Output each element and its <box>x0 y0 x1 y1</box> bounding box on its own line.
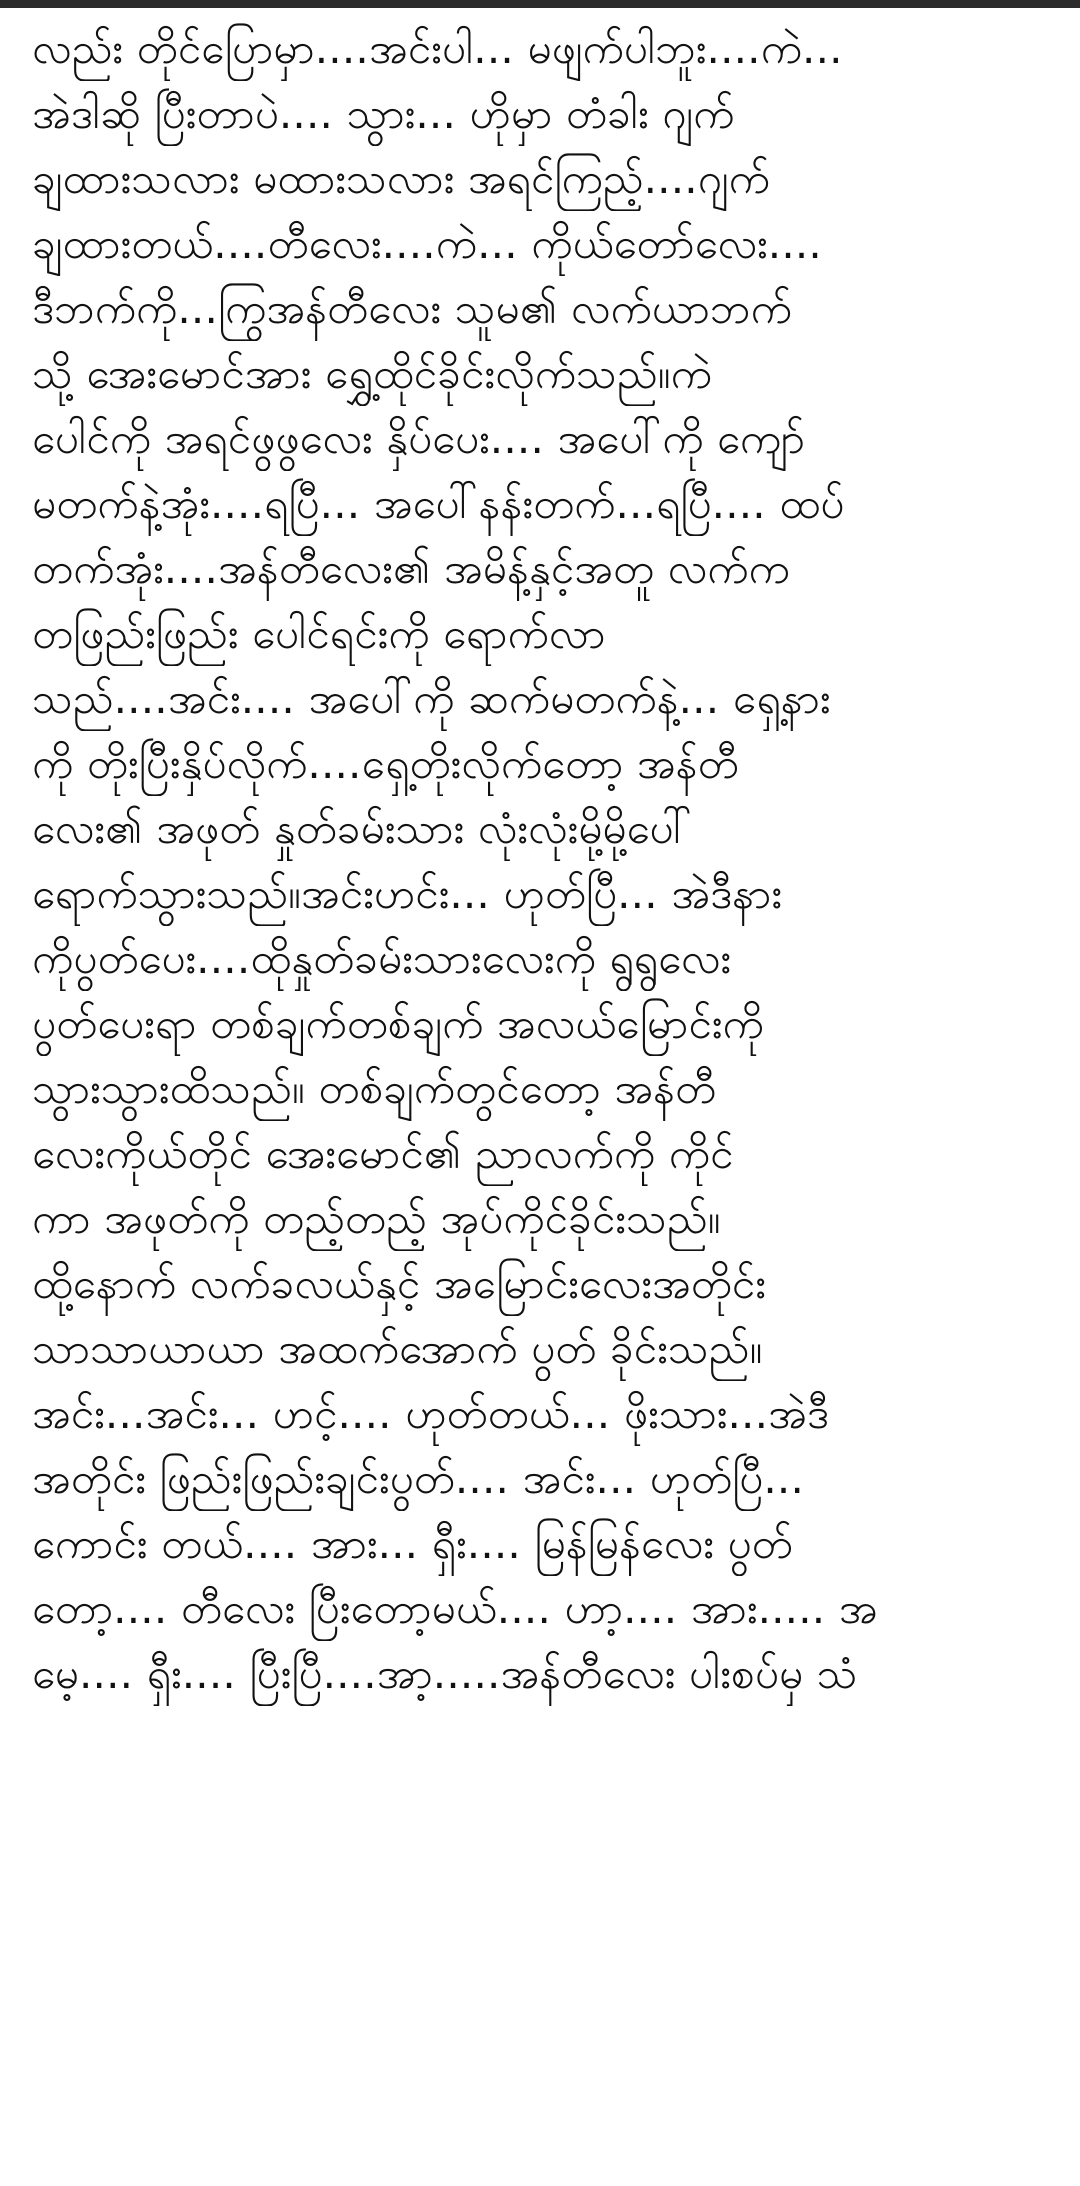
text-line: အင်း...အင်း... ဟင့်.... ဟုတ်တယ်... ဖိုးသား...အဲဒီ <box>32 1389 829 1438</box>
text-line: သို့ အေးမောင်အား ရွှေ့ထိုင်ခိုင်းလိုက်သည်။ကဲ <box>32 349 712 398</box>
text-line: ထို့နောက် လက်ခလယ်နှင့် အမြောင်းလေးအတိုင်း <box>32 1259 766 1308</box>
text-line: ကိုပွတ်ပေး....ထိုနှုတ်ခမ်းသားလေးကို ရွရွလေး <box>32 934 732 983</box>
text-line: ပွတ်ပေးရာ တစ်ချက်တစ်ချက် အလယ်မြောင်းကို <box>32 999 764 1048</box>
text-line: အတိုင်း ဖြည်းဖြည်းချင်းပွတ်.... အင်း... ဟုတ်ပြီ... <box>32 1454 804 1503</box>
text-line: လေး၏ အဖုတ် နှုတ်ခမ်းသား လုံးလုံးမို့မို့ပေါ် <box>32 804 693 853</box>
text-line: တဖြည်းဖြည်း ပေါင်ရင်းကို ရောက်လာ <box>32 609 606 658</box>
text-line: တက်အုံး....အန်တီလေး၏ အမိန့်နှင့်အတူ လက်က <box>32 544 790 593</box>
text-line: ချထားတယ်....တီလေး....ကဲ... ကိုယ်တော်လေး.... <box>32 219 822 268</box>
text-line: သာသာယာယာ အထက်အောက် ပွတ် ခိုင်းသည်။ <box>32 1324 763 1373</box>
top-edge-bar <box>0 0 1080 8</box>
text-line: ကောင်း တယ်.... အား... ရှီး.... မြန်မြန်လေး ပွတ် <box>32 1519 793 1568</box>
text-line: လေးကိုယ်တိုင် အေးမောင်၏ ညာလက်ကို ကိုင် <box>32 1129 734 1178</box>
text-line: သွားသွားထိသည်။ တစ်ချက်တွင်တော့ အန်တီ <box>32 1064 717 1113</box>
text-line: ချထားသလား မထားသလား အရင်ကြည့်....ဂျက် <box>32 154 770 203</box>
text-line: လည်း တိုင်ပြောမှာ....အင်းပါ... မဖျက်ပါဘူး....ကဲ... <box>32 24 843 73</box>
document-page <box>0 8 1080 2186</box>
text-line: ပေါင်ကို အရင်ဖွဖွလေး နှိပ်ပေး.... အပေါ်ကို ကျော် <box>32 414 806 463</box>
text-line: ရောက်သွားသည်။အင်းဟင်း... ဟုတ်ပြီ... အဲဒီနား <box>32 869 783 918</box>
text-line: မေ့.... ရှီး.... ပြီးပြီ....အာ့.....အန်တီလေး ပါးစပ်မှ သံ <box>32 1649 858 1698</box>
text-line: အဲဒါဆို ပြီးတာပဲ.... သွား... ဟိုမှာ တံခါး ဂျက် <box>32 89 735 138</box>
text-line: တော့.... တီလေး ပြီးတော့မယ်.... ဟာ့.... အား..... အ <box>32 1584 878 1633</box>
text-line: ကို တိုးပြီးနှိပ်လိုက်....ရှေ့တိုးလိုက်တော့ အန်တီ <box>32 739 739 788</box>
text-line: မတက်နဲ့အုံး....ရပြီ... အပေါ်နန်းတက်...ရပြီ.... ထပ် <box>32 479 845 528</box>
text-line: ဒီဘက်ကို...ကြွအန်တီလေး သူမ၏ လက်ယာဘက် <box>32 284 792 333</box>
text-line: ကာ အဖုတ်ကို တည့်တည့် အုပ်ကိုင်ခိုင်းသည်။ <box>32 1194 721 1243</box>
text-line: သည်....အင်း.... အပေါ်ကို ဆက်မတက်နဲ့... ရှေ့နား <box>32 674 831 723</box>
